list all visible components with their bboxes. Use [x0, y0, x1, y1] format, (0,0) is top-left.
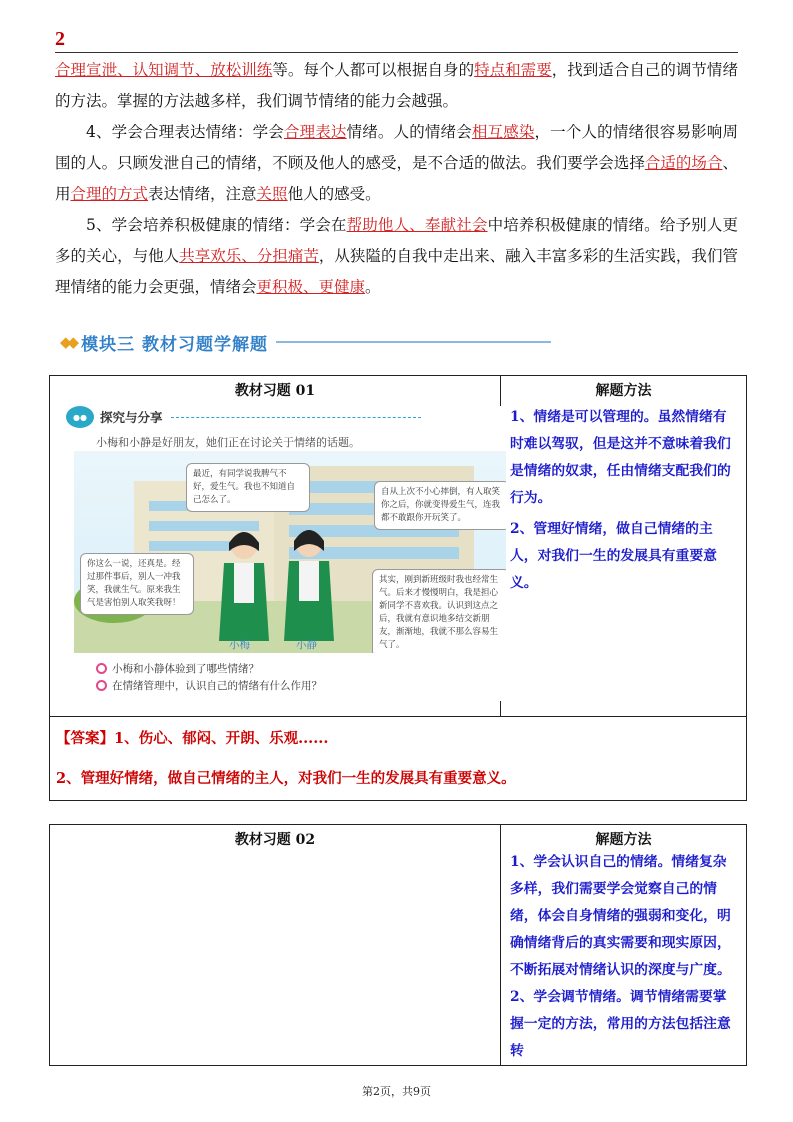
exercise-02-question-cell [50, 825, 501, 1066]
paragraph-text: 他人的感受。 [287, 185, 381, 203]
exercise-01-answer-1: 【答案】1、伤心、郁闷、开朗、乐观...... [56, 730, 329, 747]
paragraph-text: 等。每个人都可以根据自身的 [272, 61, 475, 79]
paragraph-1 [55, 55, 738, 117]
explore-icon: ●● [66, 406, 94, 428]
exercise-01-answer-2: 2、管理好情绪，做自己情绪的主人，对我们一生的发展具有重要意义。 [56, 770, 516, 787]
bullet-icon [96, 680, 107, 691]
underlined-keyword: 合理的方式 [70, 185, 149, 203]
character-name-2: 小静 [296, 639, 317, 651]
double-diamond-icon: ◆◆ [60, 333, 76, 351]
exercise-02-method-cell [501, 825, 747, 1066]
module-heading [60, 328, 551, 356]
underlined-keyword: 帮助他人、奉献社会 [346, 216, 488, 234]
paragraph-3 [55, 210, 738, 303]
exercise-01-method-cell [501, 376, 747, 717]
exercise-01-question-cell [50, 376, 501, 717]
module-title: 模块三 教材习题学解题 [81, 334, 268, 355]
illustration-intro: 小梅和小静是好朋友，她们正在讨论关于情绪的话题。 [96, 436, 360, 449]
underlined-keyword: 合理宣泄、认知调节、放松训练 [55, 61, 273, 79]
underlined-keyword: 关照 [256, 185, 288, 203]
header-divider [55, 52, 738, 53]
school-scene-image [74, 451, 506, 653]
speech-bubble-1: 最近，有同学说我脾气不好，爱生气。我也不知道自己怎么了。 [186, 463, 310, 512]
character-name-1: 小梅 [229, 639, 250, 651]
speech-bubble-2: 自从上次不小心摔倒，有人取笑你之后，你就变得爱生气，连我都不敢跟你开玩笑了。 [374, 481, 506, 530]
exercise-01-method-2: 2、管理好情绪，做自己情绪的主人，对我们一生的发展具有重要意义。 [510, 521, 717, 591]
module-rule [276, 341, 551, 343]
exercise-01-method-title: 解题方法 [595, 383, 652, 399]
underlined-keyword: 共享欢乐、分担痛苦 [179, 247, 319, 265]
paragraph-text: 、用 [55, 154, 738, 203]
paragraph-text: ，从狭隘的自我中走出来、融入丰富多彩的生活实践，我们管理情绪的能力会更强，情绪会 [55, 247, 738, 296]
underlined-keyword: 特点和需要 [474, 61, 552, 79]
speech-bubble-3: 你这么一说，还真是。经过那件事后，别人一冲我笑，我就生气。原来我生气是害怕别人取笑我呀！ [80, 553, 194, 615]
exercise-01-title: 教材习题 01 [234, 383, 316, 399]
illustration-question-1: 小梅和小静体验到了哪些情绪？ [96, 661, 259, 676]
exercise-01-answer-cell [50, 717, 747, 801]
page-number: 2 [55, 28, 65, 50]
paragraph-text: 中培养积极健康的情绪。给予别人更多的关心，与他人 [55, 216, 738, 265]
exercise-02-method-title: 解题方法 [595, 832, 652, 848]
exercise-02-method-1: 1、学会认识自己的情绪。情绪复杂多样，我们需要学会觉察自己的情绪，体会自身情绪的强弱和变化，明确情绪背后的真实需要和现实原因，不断拓展对情绪认识的深度与广度。 [510, 854, 731, 978]
paragraph-2 [55, 117, 738, 210]
paragraph-text: ，找到适合自己的调节情绪的方法。掌握的方法越多样，我们调节情绪的能力会越强。 [55, 61, 738, 110]
paragraph-text: ，一个人的情绪很容易影响周围的人。只顾发泄自己的情绪，不顾及他人的感受，是不合适的做法。我们要学会选择 [55, 123, 738, 172]
underlined-keyword: 更积极、更健康 [256, 278, 366, 296]
underlined-keyword: 合适的场合 [644, 154, 723, 172]
page-footer: 第2页，共9页 [362, 1085, 431, 1098]
speech-bubble-4: 其实，刚到新班级时我也经常生气。后来才慢慢明白，我是担心新同学不喜欢我。认识到这点之后，我就有意识地多结交新朋友，渐渐地，我就不那么容易生气了。 [372, 569, 506, 653]
exercise-02-method-2: 2、学会调节情绪。调节情绪需要掌握一定的方法，常用的方法包括注意转 [510, 989, 731, 1059]
exercise-01-method-1: 1、情绪是可以管理的。虽然情绪有时难以驾驭，但是这并不意味着我们是情绪的奴隶，任由情绪支配我们的行为。 [510, 409, 731, 506]
paragraph-text: 4、学会合理表达情绪：学会 [86, 123, 284, 141]
paragraph-text: 。 [365, 278, 381, 296]
illustration-question-2: 在情绪管理中，认识自己的情绪有什么作用？ [96, 678, 322, 693]
illustration-header: 探究与分享 [100, 410, 163, 425]
exercise-02-table [49, 824, 747, 1066]
underlined-keyword: 合理表达 [283, 123, 347, 141]
paragraph-text: 5、学会培养积极健康的情绪：学会在 [86, 216, 347, 234]
underlined-keyword: 相互感染 [471, 123, 535, 141]
paragraph-text: 情绪。人的情绪会 [346, 123, 472, 141]
paragraph-text: 表达情绪，注意 [148, 185, 257, 203]
textbook-illustration [66, 406, 508, 701]
bullet-icon [96, 663, 107, 674]
exercise-02-title: 教材习题 02 [234, 832, 316, 848]
exercise-01-table [49, 375, 747, 801]
